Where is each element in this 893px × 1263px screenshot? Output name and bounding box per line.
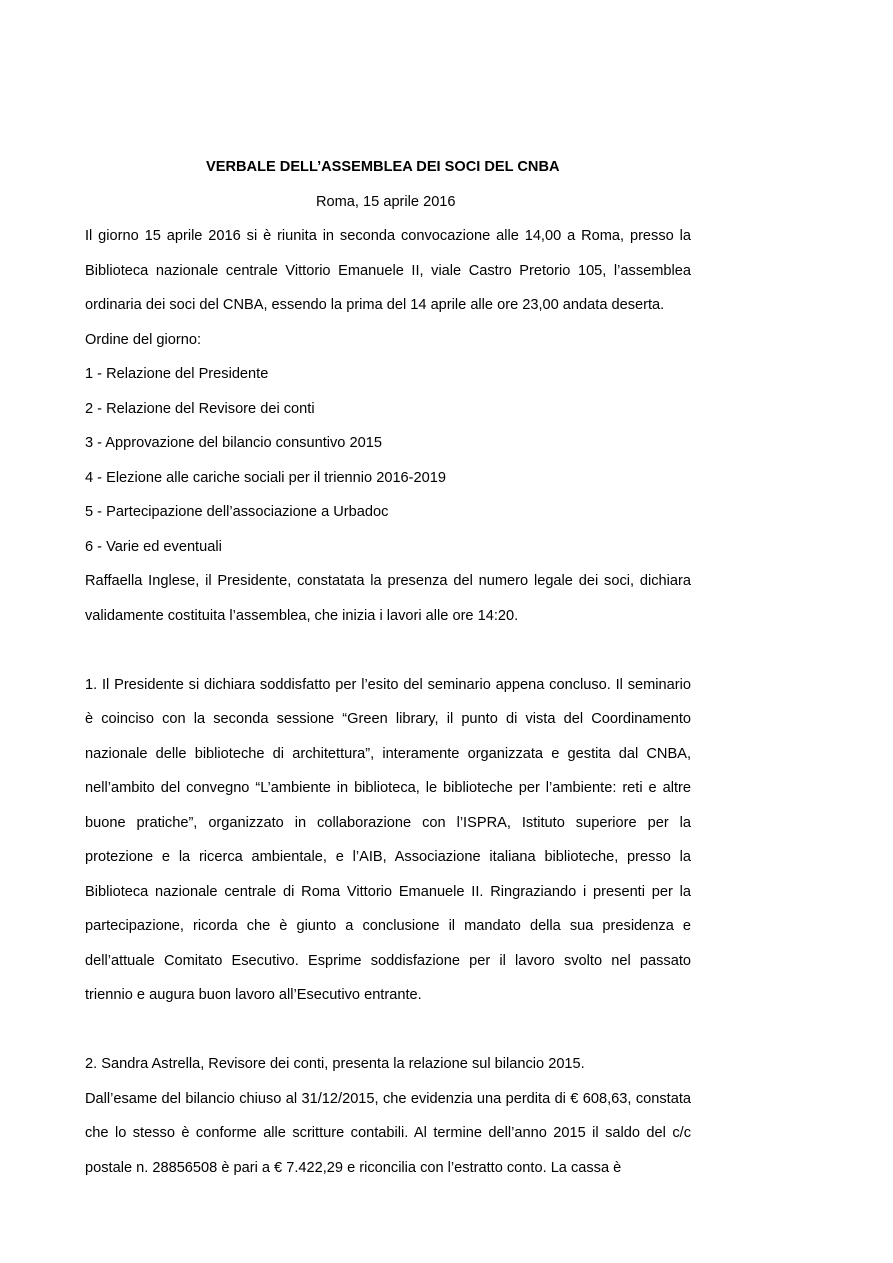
- section-2-paragraph: Dall’esame del bilancio chiuso al 31/12/2015, che evidenzia una perdita di € 608,63, constata che lo stesso è conforme alle scritture contabili. Al termine dell’anno 2015 il saldo del c/c postale n. 28856508 è pari a € 7.422,29 e riconcilia con l’estratto conto. La cassa è: [85, 1090, 691, 1176]
- paragraph-spacer: [85, 1013, 691, 1048]
- intro-paragraph: Il giorno 15 aprile 2016 si è riunita in seconda convocazione alle 14,00 a Roma, presso la Biblioteca nazionale centrale Vittorio Emanuele II, viale Castro Pretorio 105, l’assemblea ordinaria dei soci del CNBA, essendo la prima del 14 aprile alle ore 23,00 andata deserta.: [85, 228, 691, 313]
- agenda-item: 5 - Partecipazione dell’associazione a Urbadoc: [85, 504, 389, 520]
- agenda-list: [85, 357, 691, 564]
- agenda-heading: Ordine del giorno:: [85, 331, 202, 348]
- section-2-heading: 2. Sandra Astrella, Revisore dei conti, presenta la relazione sul bilancio 2015.: [85, 1056, 585, 1072]
- document-body: [85, 150, 691, 1185]
- paragraph-spacer: [85, 633, 691, 668]
- agenda-item: 6 - Varie ed eventuali: [85, 538, 222, 555]
- section-1-paragraph: 1. Il Presidente si dichiara soddisfatto per l’esito del seminario appena concluso. Il seminario è coinciso con la seconda sessione “Green library, il punto di vista del Coordinamento nazionale delle biblioteche di architettura”, interamente organizzata e gestita dal CNBA, nell’ambito del convegno “L’ambiente in biblioteca, le biblioteche per l’ambiente: reti e altre buone pratiche”, organizzato in collaborazione con l’ISPRA, Istituto superiore per la protezione e la ricerca ambientale, e l’AIB, Associazione italiana biblioteche, presso la Biblioteca nazionale centrale di Roma Vittorio Emanuele II. Ringraziando i presenti per la partecipazione, ricorda che è giunto a conclusione il mandato della sua presidenza e dell’attuale Comitato Esecutivo. Esprime soddisfazione per il lavoro svolto nel passato triennio e augura buon lavoro all’Esecutivo entrante.: [85, 676, 691, 1003]
- agenda-item: 1 - Relazione del Presidente: [85, 366, 269, 382]
- document-dateline: Roma, 15 aprile 2016: [316, 193, 456, 210]
- agenda-item: 3 - Approvazione del bilancio consuntivo 2015: [85, 435, 382, 451]
- opening-paragraph: Raffaella Inglese, il Presidente, constatata la presenza del numero legale dei soci, dichiara validamente costituita l’assemblea, che inizia i lavori alle ore 14:20.: [85, 573, 691, 624]
- agenda-item: 4 - Elezione alle cariche sociali per il triennio 2016-2019: [85, 469, 446, 486]
- agenda-item: 2 - Relazione del Revisore dei conti: [85, 400, 315, 417]
- document-title: VERBALE DELL’ASSEMBLEA DEI SOCI DEL CNBA: [206, 159, 560, 175]
